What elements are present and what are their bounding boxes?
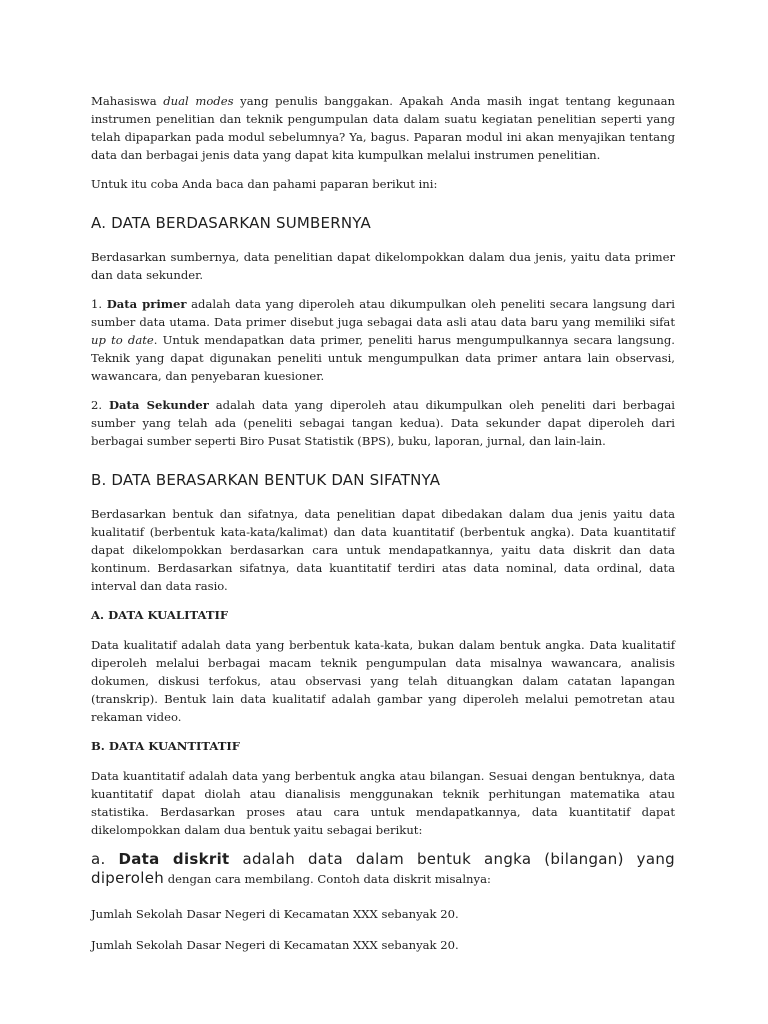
document-page bbox=[91, 92, 675, 967]
data-sekunder-item bbox=[91, 396, 675, 450]
item-term: Data Sekunder bbox=[108, 398, 209, 412]
section-a-heading: A. DATA BERDASARKAN SUMBERNYA bbox=[91, 214, 371, 232]
item-text: adalah data yang diperoleh atau dikumpulkan oleh peneliti secara langsung dari sumber data utama. Data primer disebut juga sebagai data asli atau data baru yang memiliki sifat bbox=[91, 297, 676, 329]
kualitatif-paragraph: Data kualitatif adalah data yang berbentuk kata-kata, bukan dalam bentuk angka. Data kualitatif diperoleh melalui berbagai macam teknik pengumpulan data misalnya wawancara, analisis dokumen, diskusi terfokus, atau observasi yang telah dituangkan dalam catatan lapangan (transkrip). Bentuk lain data kualitatif adalah gambar yang diperoleh melalui pemotretan atau rekaman video. bbox=[91, 638, 675, 724]
section-b-heading: B. DATA BERASARKAN BENTUK DAN SIFATNYA bbox=[91, 471, 441, 489]
intro-instruction: Untuk itu coba Anda baca dan pahami paparan berikut ini: bbox=[91, 177, 438, 191]
kuantitatif-heading: B. DATA KUANTITATIF bbox=[91, 739, 241, 753]
intro-emphasis: dual modes bbox=[163, 94, 234, 108]
diskrit-letter: a. bbox=[91, 850, 119, 868]
section-a-intro: Berdasarkan sumbernya, data penelitian dapat dikelompokkan dalam dua jenis, yaitu data primer dan data sekunder. bbox=[91, 250, 675, 282]
diskrit-lead-text: adalah data dalam bentuk angka (bilangan) yang diperoleh bbox=[91, 850, 675, 887]
kualitatif-heading: A. DATA KUALITATIF bbox=[91, 608, 229, 622]
item-term: Data primer bbox=[106, 297, 187, 311]
item-text-cont: . Untuk mendapatkan data primer, peneliti harus mengumpulkannya secara langsung. Teknik yang dapat digunakan peneliti untuk mengumpulkan data primer antara lain observasi, wawancara, dan penyebaran kuesioner. bbox=[91, 333, 675, 383]
example-line: Jumlah Sekolah Dasar Negeri di Kecamatan XXX sebanyak 20. bbox=[91, 938, 459, 952]
item-text: adalah data yang diperoleh atau dikumpulkan oleh peneliti dari berbagai sumber yang telah ada (peneliti sebagai tangan kedua). Data sekunder dapat diperoleh dari berbagai sumber seperti Biro Pusat Statistik (BPS), buku, laporan, jurnal, dan lain-lain. bbox=[91, 398, 676, 448]
intro-text: Mahasiswa bbox=[91, 94, 164, 108]
item-number: 1. bbox=[91, 297, 107, 311]
diskrit-term: Data diskrit bbox=[118, 850, 230, 868]
intro-paragraph bbox=[91, 92, 675, 164]
item-emphasis: up to date bbox=[91, 333, 154, 347]
section-b-intro: Berdasarkan bentuk dan sifatnya, data penelitian dapat dibedakan dalam dua jenis yaitu data kualitatif (berbentuk kata-kata/kalimat) dan data kuantitatif (berbentuk angka). Data kuantitatif dapat dikelompokkan berdasarkan cara untuk mendapatkannya, yaitu data diskrit dan data kontinum. Berdasarkan sifatnya, data kuantitatif terdiri atas data nominal, data ordinal, data interval dan data rasio. bbox=[91, 507, 675, 593]
intro-text-cont: yang penulis banggakan. Apakah Anda masih ingat tentang kegunaan instrumen penelitian dan teknik pengumpulan data dalam suatu kegiatan penelitian seperti yang telah dipaparkan pada modul sebelumnya? Ya, bagus. Paparan modul ini akan menyajikan tentang data dan berbagai jenis data yang dapat kita kumpulkan melalui instrumen penelitian. bbox=[91, 94, 675, 162]
data-primer-item bbox=[91, 295, 675, 385]
example-line: Jumlah Sekolah Dasar Negeri di Kecamatan XXX sebanyak 20. bbox=[91, 907, 459, 921]
diskrit-rest: dengan cara membilang. Contoh data diskrit misalnya: bbox=[164, 872, 491, 886]
kuantitatif-paragraph: Data kuantitatif adalah data yang berbentuk angka atau bilangan. Sesuai dengan bentuknya, data kuantitatif dapat diolah atau dianalisis menggunakan teknik perhitungan matematika atau statistika. Berdasarkan proses atau cara untuk mendapatkannya, data kuantitatif dapat dikelompokkan dalam dua bentuk yaitu sebagai berikut: bbox=[91, 769, 675, 837]
item-number: 2. bbox=[91, 398, 109, 412]
data-diskrit-paragraph bbox=[91, 850, 675, 888]
